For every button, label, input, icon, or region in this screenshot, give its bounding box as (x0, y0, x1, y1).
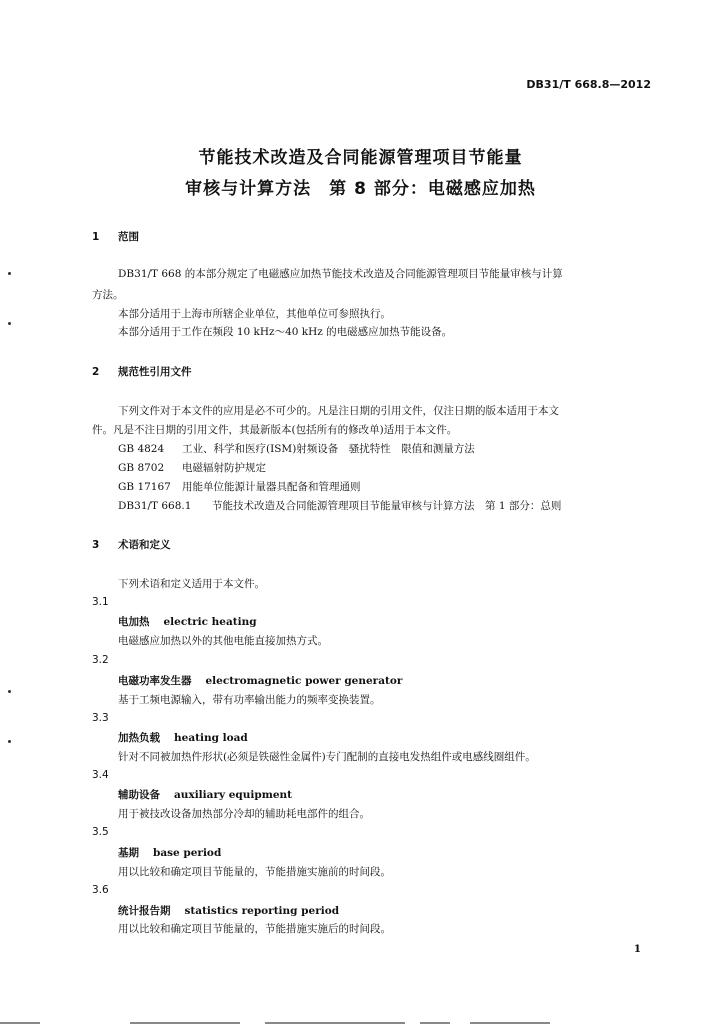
term-zh: 电加热 (118, 616, 150, 628)
reference-title: 电磁辐射防护规定 (182, 462, 266, 474)
term-zh: 基期 (118, 847, 139, 859)
reference-title: 节能技术改造及合同能源管理项目节能量审核与计算方法 第 1 部分：总则 (212, 500, 562, 512)
document-code: DB31/T 668.8—2012 (526, 78, 651, 91)
reference-title: 工业、科学和医疗(ISM)射频设备 骚扰特性 限值和测量方法 (182, 443, 475, 455)
reference-title: 用能单位能源计量器具配备和管理通则 (182, 481, 361, 493)
scan-speck (8, 740, 11, 743)
term-definition: 电磁感应加热以外的其他电能直接加热方式。 (118, 635, 328, 647)
clause-number: 3.6 (92, 884, 109, 896)
reference-code: GB 8702 (118, 462, 165, 474)
reference-code: GB 4824 (118, 443, 165, 455)
term-heading (118, 673, 402, 688)
term-heading (118, 787, 292, 802)
reference-item (118, 460, 266, 475)
term-heading (118, 845, 221, 860)
reference-item (118, 441, 475, 456)
section-2-paragraph-line-1: 下列文件对于本文件的应用是必不可少的。凡是注日期的引用文件，仅注日期的版本适用于本文 (118, 405, 559, 417)
section-2-paragraph-line-2: 件。凡是不注日期的引用文件，其最新版本(包括所有的修改单)适用于本文件。 (92, 424, 458, 436)
term-definition: 用于被技改设备加热部分冷却的辅助耗电部件的组合。 (118, 808, 370, 820)
scan-speck (8, 322, 11, 325)
reference-code: GB 17167 (118, 481, 171, 493)
reference-code: DB31/T 668.1 (118, 500, 192, 512)
term-definition: 用以比较和确定项目节能量的，节能措施实施后的时间段。 (118, 923, 391, 935)
section-1-heading (92, 229, 139, 244)
term-definition: 针对不同被加热件形状(必须是铁磁性金属件)专门配制的直接电发热组件或电感线圈组件。 (118, 751, 536, 763)
scan-speck (8, 690, 11, 693)
section-1-paragraph-1-line-2: 方法。 (92, 289, 124, 301)
section-2-heading (92, 364, 192, 379)
term-definition: 用以比较和确定项目节能量的，节能措施实施前的时间段。 (118, 866, 391, 878)
term-zh: 辅助设备 (118, 789, 160, 801)
clause-number: 3.1 (92, 596, 109, 608)
section-number: 1 (92, 231, 100, 243)
term-zh: 加热负载 (118, 732, 160, 744)
clause-number: 3.4 (92, 769, 109, 781)
scan-speck (8, 272, 11, 275)
section-title: 规范性引用文件 (118, 366, 192, 378)
term-heading (118, 614, 257, 629)
section-1-paragraph-1-line-1: DB31/T 668 的本部分规定了电磁感应加热节能技术改造及合同能源管理项目节能量审核与计算 (118, 268, 563, 280)
section-number: 3 (92, 539, 100, 551)
term-zh: 统计报告期 (118, 905, 171, 917)
reference-item (118, 479, 361, 494)
document-title-line-2: 审核与计算方法 第 8 部分：电磁感应加热 (185, 179, 536, 199)
document-title-line-1: 节能技术改造及合同能源管理项目节能量 (198, 148, 523, 168)
section-title: 术语和定义 (118, 539, 171, 551)
term-en: base period (153, 847, 222, 859)
term-heading (118, 730, 248, 745)
section-1-paragraph-3: 本部分适用于工作在频段 10 kHz～40 kHz 的电磁感应加热节能设备。 (118, 326, 453, 338)
clause-number: 3.3 (92, 712, 109, 724)
section-1-paragraph-2: 本部分适用于上海市所辖企业单位，其他单位可参照执行。 (118, 308, 391, 320)
term-zh: 电磁功率发生器 (118, 675, 192, 687)
term-en: statistics reporting period (184, 905, 340, 917)
term-en: auxiliary equipment (174, 789, 293, 801)
reference-item (118, 498, 561, 513)
section-title: 范围 (118, 231, 139, 243)
section-3-intro: 下列术语和定义适用于本文件。 (118, 578, 265, 590)
term-definition: 基于工频电源输入，带有功率输出能力的频率变换装置。 (118, 694, 381, 706)
term-en: heating load (174, 732, 248, 744)
page-number: 1 (633, 943, 641, 955)
clause-number: 3.5 (92, 826, 109, 838)
term-heading (118, 903, 339, 918)
term-en: electric heating (163, 616, 257, 628)
term-en: electromagnetic power generator (205, 675, 403, 687)
clause-number: 3.2 (92, 654, 109, 666)
section-number: 2 (92, 366, 100, 378)
section-3-heading (92, 537, 171, 552)
